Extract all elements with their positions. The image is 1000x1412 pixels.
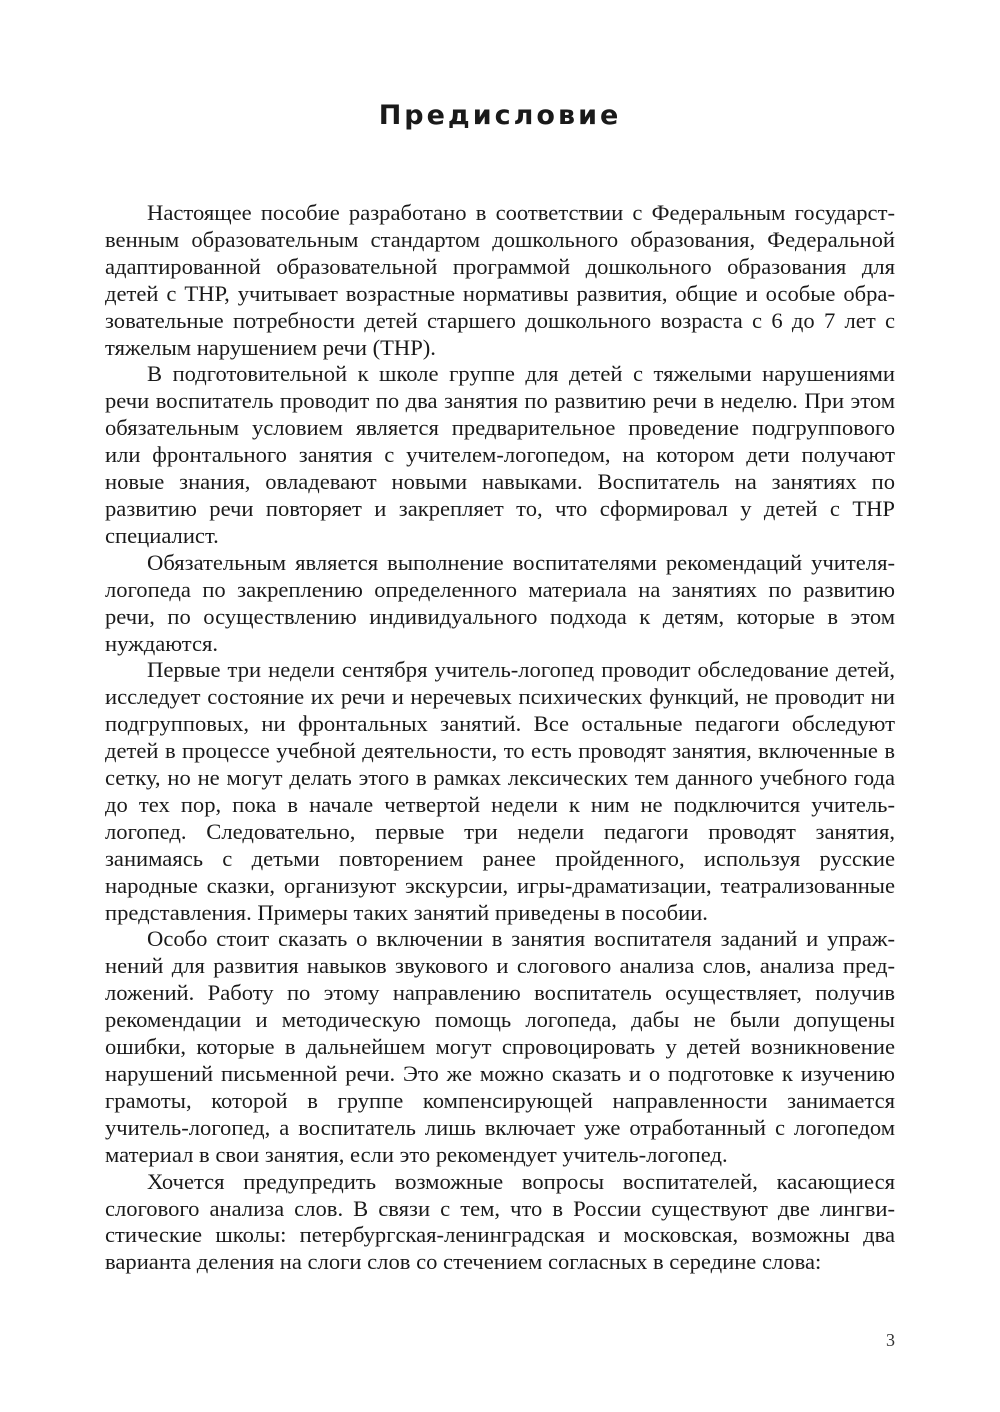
page-title: Предисловие (378, 100, 622, 131)
body-text (105, 200, 895, 1276)
paragraph: Обязательным является выполнение воспитателями рекомендаций учителя-логопеда по закреплению определенного материала на занятиях по развитию речи, по осуществлению индивидуального подхода к детям, которые в этом нуждаются. (105, 549, 895, 656)
paragraph: Особо стоит сказать о включении в занятия воспитателя заданий и упражнений для развития навыков звукового и слогового анализа слов, анализа предложений. Работу по этому направлению воспитатель осуществляет, получив рекомендации и методическую помощь логопеда, дабы не были допущены ошибки, которые в дальнейшем могут спровоцировать у детей возникновение нарушений письменной речи. Это же можно сказать и о подготовке к изучению грамоты, которой в группе компенсирующей направленности занимается учитель-логопед, а воспитатель лишь включает уже отработанный с логопедом материал в свои занятия, если это рекомендует учитель-логопед. (105, 926, 895, 1167)
page-number: 3 (886, 1330, 895, 1350)
paragraph: В подготовительной к школе группе для детей с тяжелыми нарушениями речи воспитатель проводит по два занятия по развитию речи в неделю. При этом обязательным условием является предварительное проведение подгруппового или фронтального занятия с учителем-логопедом, на котором дети получают новые знания, овладевают новыми навыками. Воспитатель на занятиях по развитию речи повторяет и закрепляет то, что сформировал у детей с ТНР специалист. (105, 361, 895, 548)
paragraph: Настоящее пособие разработано в соответствии с Федеральным государственным образовательным стандартом дошкольного образования, Федеральной адаптированной образовательной программой дошкольного образования для детей с ТНР, учитывает возрастные нормативы развития, общие и особые образовательные потребности детей старшего дошкольного возраста с 6 до 7 лет с тяжелым нарушением речи (ТНР). (105, 200, 895, 360)
paragraph: Первые три недели сентября учитель-логопед проводит обследование детей, исследует состояние их речи и неречевых психических функций, не проводит ни подгрупповых, ни фронтальных занятий. Все остальные педагоги обследуют детей в процессе учебной деятельности, то есть проводят занятия, включенные в сетку, но не могут делать этого в рамках лексических тем данного учебного года до тех пор, пока в начале четвертой недели к ним не подключится учитель-логопед. Следовательно, первые три недели педагоги проводят занятия, занимаясь с детьми повторением ранее пройденного, используя русские народные сказки, организуют экскурсии, игры-драматизации, театрализованные представления. Примеры таких занятий приведены в пособии. (105, 657, 895, 925)
paragraph: Хочется предупредить возможные вопросы воспитателей, касающиеся слогового анализа слов. В связи с тем, что в России существуют две лингвистические школы: петербургская-ленинградская и московская, возможны два варианта деления на слоги слов со стечением согласных в середине слова: (105, 1168, 895, 1275)
